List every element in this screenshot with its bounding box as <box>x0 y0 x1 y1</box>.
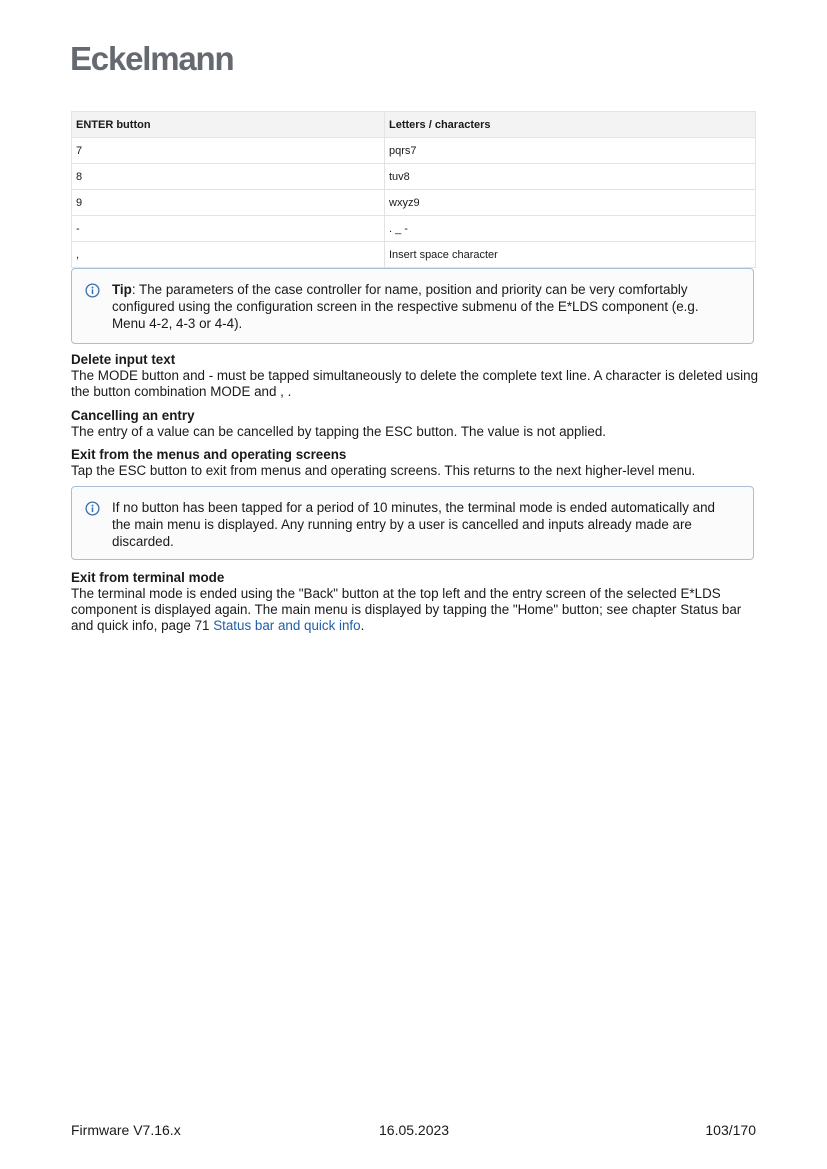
column-header-letters: Letters / characters <box>385 112 756 138</box>
table-cell: 8 <box>72 164 385 190</box>
enter-button-characters-table <box>71 111 756 268</box>
info-icon <box>85 283 100 298</box>
section-text: The MODE button and - must be tapped simultaneously to delete the complete text line. A character is deleted using the button combination MODE and , . <box>71 368 759 399</box>
table-cell: wxyz9 <box>385 190 756 216</box>
section-exit-terminal <box>71 570 761 634</box>
table-cell: , <box>72 242 385 268</box>
table-cell: 7 <box>72 138 385 164</box>
section-delete-input <box>71 352 761 400</box>
table-cell: . _ - <box>385 216 756 242</box>
table-cell: pqrs7 <box>385 138 756 164</box>
table-row <box>72 242 756 268</box>
section-heading: Cancelling an entry <box>71 408 195 423</box>
tip-label: Tip <box>112 282 132 297</box>
table-row <box>72 216 756 242</box>
tip-text: : The parameters of the case controller for name, position and priority can be very comfortably configured using the configuration screen in the respective submenu of the E*LDS component (e.g. Menu 4-2, 4-3 or 4-4). <box>112 282 699 331</box>
section-text: The entry of a value can be cancelled by tapping the ESC button. The value is not applied. <box>71 424 606 439</box>
section-text-end: . <box>360 618 365 633</box>
footer-firmware: Firmware V7.16.x <box>71 1122 181 1138</box>
table-cell: 9 <box>72 190 385 216</box>
section-text-body: The terminal mode is ended using the "Back" button at the top left and the entry screen of the selected E*LDS component is displayed again. The main menu is displayed by tapping the "Home" button; see chapter Status bar and quick info, page 71 <box>71 586 742 633</box>
table-cell: tuv8 <box>385 164 756 190</box>
info-icon <box>85 501 100 516</box>
column-header-enter-button: ENTER button <box>72 112 385 138</box>
section-heading: Exit from the menus and operating screens <box>71 447 347 462</box>
table-row <box>72 190 756 216</box>
section-text <box>71 586 761 634</box>
table-header-row <box>72 112 756 138</box>
section-cancel-entry <box>71 408 761 440</box>
company-logo: Eckelmann <box>70 40 234 77</box>
table-row <box>72 138 756 164</box>
table-row <box>72 164 756 190</box>
section-text: Tap the ESC button to exit from menus and operating screens. This returns to the next higher-level menu. <box>71 463 696 478</box>
footer-date: 16.05.2023 <box>379 1122 450 1138</box>
table-cell: Insert space character <box>385 242 756 268</box>
section-exit-menus <box>71 447 761 479</box>
note-text: If no button has been tapped for a period of 10 minutes, the terminal mode is ended automatically and the main menu is displayed. Any running entry by a user is cancelled and inputs already made are discarded. <box>112 500 715 549</box>
tip-box <box>71 268 754 344</box>
section-heading: Exit from terminal mode <box>71 570 225 585</box>
section-heading: Delete input text <box>71 352 176 367</box>
status-bar-link[interactable]: Status bar and quick info <box>213 618 361 633</box>
footer-page-number: 103/170 <box>705 1122 756 1138</box>
info-note-box <box>71 486 754 560</box>
table-cell: - <box>72 216 385 242</box>
